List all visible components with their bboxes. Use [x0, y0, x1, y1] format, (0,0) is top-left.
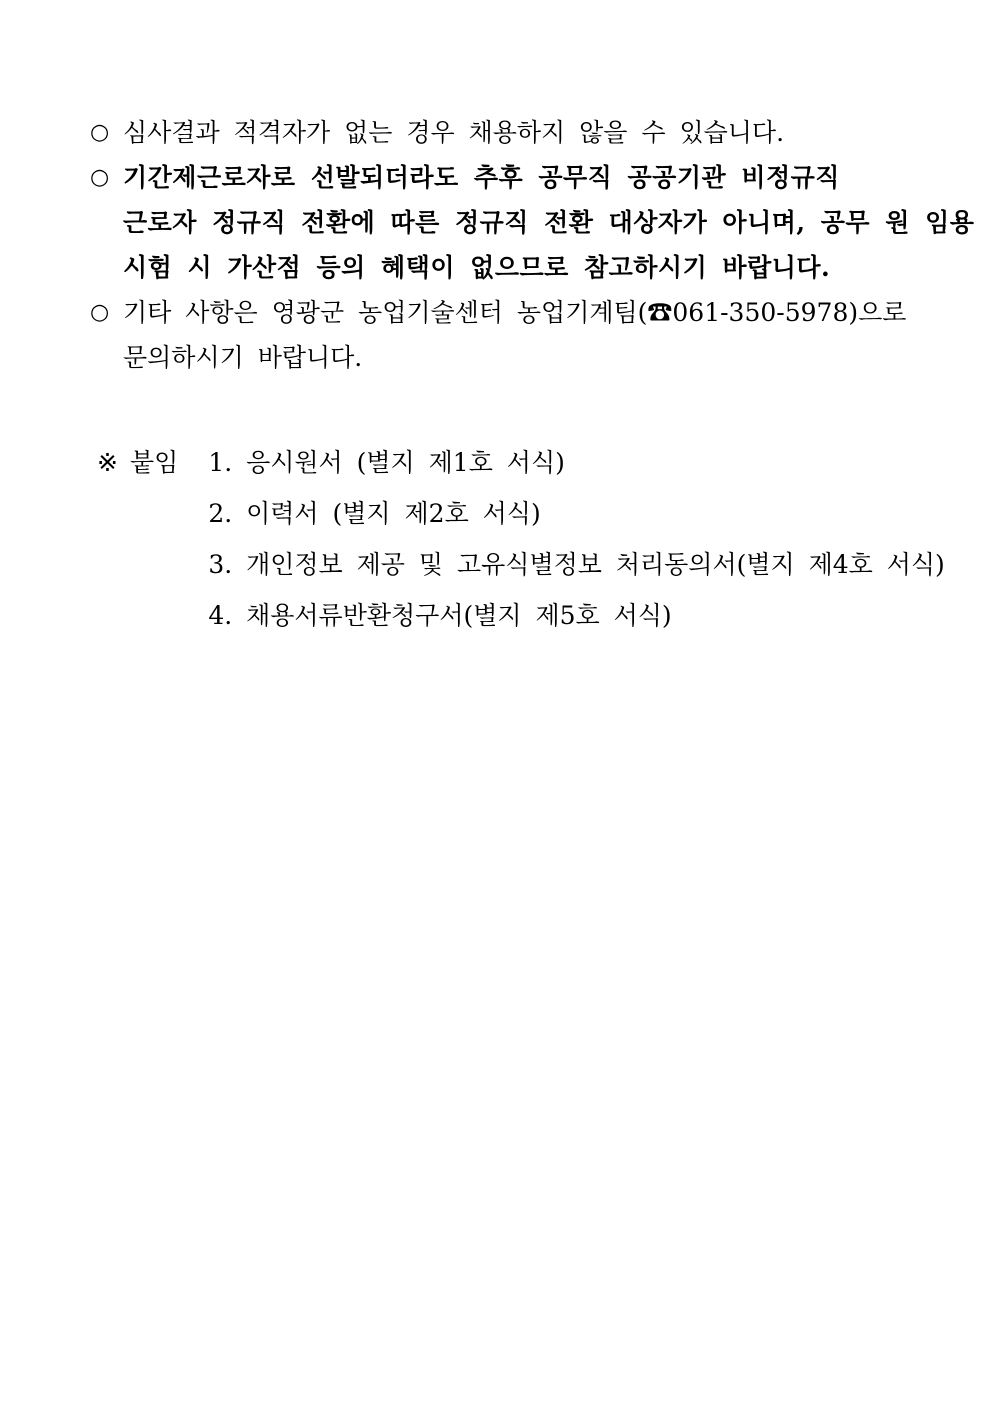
circle-bullet-icon: ○	[90, 165, 110, 190]
attachment-item: 4. 채용서류반환청구서(별지 제5호 서식)	[208, 601, 672, 630]
bullet-paragraph-fixed-term-notice	[90, 155, 975, 290]
paragraph-line: 심사결과 적격자가 없는 경우 채용하지 않을 수 있습니다.	[123, 118, 785, 147]
paragraph-line-phone: 기타 사항은 영광군 농업기술센터 농업기계팀(☎061-350-5978)으로	[123, 298, 907, 327]
attachment-label: 붙임	[130, 448, 179, 477]
paragraph-line: 문의하시기 바랍니다.	[123, 343, 363, 372]
paragraph-lines	[123, 155, 974, 290]
bullet-paragraph-contact-info	[90, 290, 912, 380]
paragraph-line: 시험 시 가산점 등의 혜택이 없으므로 참고하시기 바랍니다.	[123, 253, 831, 282]
attachment-list	[208, 437, 945, 641]
circle-bullet-icon: ○	[90, 300, 110, 325]
attachment-section	[90, 437, 945, 641]
paragraph-lines	[123, 110, 912, 155]
attachment-item: 2. 이력서 (별지 제2호 서식)	[208, 499, 541, 528]
reference-mark-icon: ※	[97, 448, 118, 477]
bullet-paragraph-review-result	[90, 110, 912, 155]
paragraph-lines	[123, 290, 912, 380]
attachment-item: 1. 응시원서 (별지 제1호 서식)	[208, 448, 565, 477]
paragraph-line: 근로자 정규직 전환에 따른 정규직 전환 대상자가 아니며, 공무 원 임용	[123, 208, 975, 237]
attachment-item: 3. 개인정보 제공 및 고유식별정보 처리동의서(별지 제4호 서식)	[208, 550, 945, 579]
circle-bullet-icon: ○	[90, 120, 110, 145]
paragraph-line: 기간제근로자로 선발되더라도 추후 공무직 공공기관 비정규직	[123, 163, 840, 192]
